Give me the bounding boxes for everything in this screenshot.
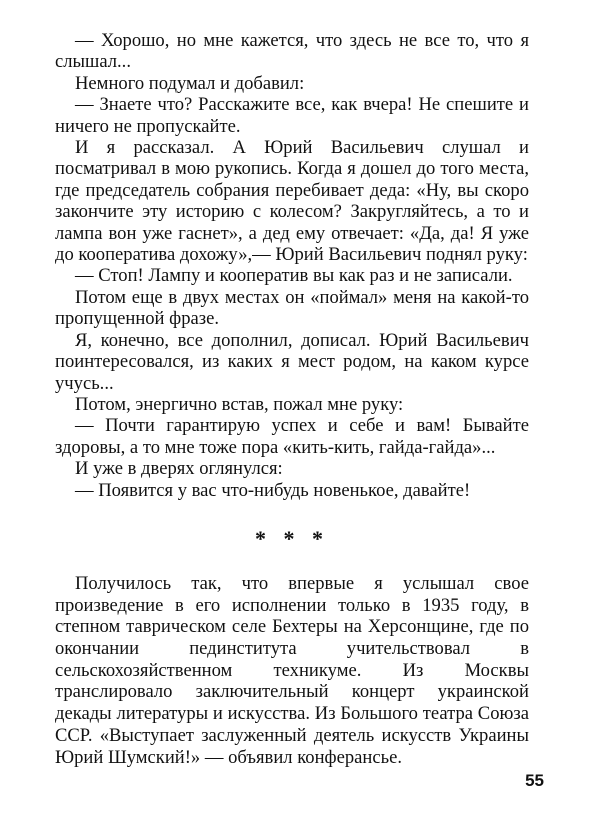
paragraph: — Появится у вас что-нибудь новенькое, давайте! — [75, 479, 471, 501]
page-number: 55 — [525, 771, 544, 790]
text-section-dialogue — [55, 30, 529, 501]
paragraph: — Стоп! Лампу и кооператив вы как раз и не записали. — [75, 265, 513, 287]
paragraph: И я рассказал. А Юрий Васильевич слушал и посматривал в мою рукопись. Когда я дошел до того места, где председатель собрания перебивает деда: «Ну, вы скоро закончите эту историю с колесом? Закругляйтесь, а то и лампа вон уже гаснет», а дед ему отвечает: «Да, да! Я уже до кооператива дохожу»,— Юрий Васильевич поднял руку: — [55, 137, 529, 266]
page-content — [55, 30, 529, 768]
paragraph: Я, конечно, все дополнил, дописал. Юрий Васильевич поинтересовался, из каких я мест родом, на каком курсе учусь... — [55, 329, 529, 394]
text-section-narrative — [55, 573, 529, 768]
paragraph: — Знаете что? Расскажите все, как вчера! Не спешите и ничего не пропускайте. — [55, 94, 529, 137]
paragraph: Потом еще в двух местах он «поймал» меня на какой-то пропущенной фразе. — [55, 286, 529, 330]
paragraph: И уже в дверях оглянулся: — [75, 458, 283, 480]
section-separator: * * * — [255, 525, 329, 551]
paragraph: — Почти гарантирую успех и себе и вам! Бывайте здоровы, а то мне тоже пора «кить-кить, гайда-гайда»... — [55, 415, 529, 458]
paragraph: — Хорошо, но мне кажется, что здесь не все то, что я слышал... — [55, 30, 529, 73]
paragraph: Немного подумал и добавил: — [75, 72, 305, 94]
paragraph: Потом, энергично встав, пожал мне руку: — [75, 393, 404, 415]
paragraph: Получилось так, что впервые я услышал свое произведение в его исполнении только в 1935 году, в степном таврическом селе Бехтеры на Херсонщине, где по окончании пединститута учительствовал в сельскохозяйственном техникуме. Из Москвы транслировало заключительный концерт украинской декады литературы и искусства. Из Большого театра Союза ССР. «Выступает заслуженный деятель искусств Украины Юрий Шумский!» — объявил конферансье. — [55, 572, 529, 768]
